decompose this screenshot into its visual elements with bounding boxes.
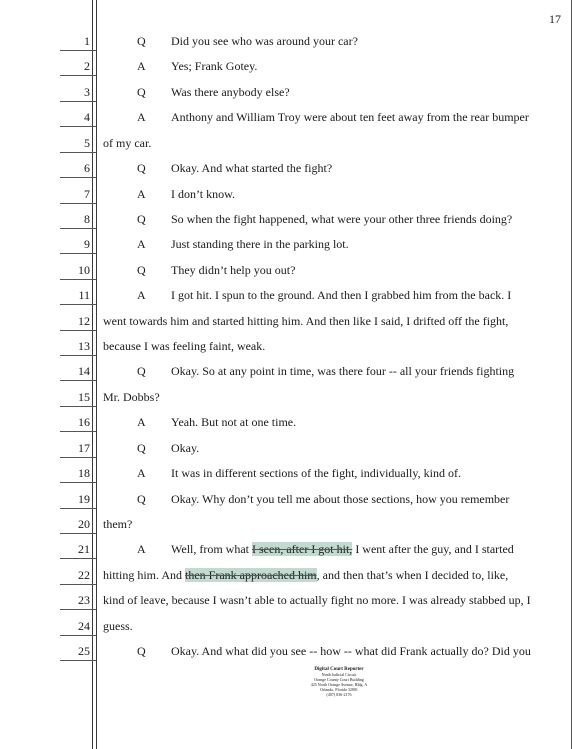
line-text: I got hit. I spun to the ground. And then I grabbed him from the back. I: [171, 288, 512, 303]
line-number: 19: [78, 491, 90, 506]
line-rule: [60, 660, 96, 661]
line-text: Okay. And what did you see -- how -- what did Frank actually do? Did you: [171, 644, 531, 659]
line-rule: [60, 508, 96, 509]
line-number: 18: [78, 466, 90, 481]
line-text: them?: [103, 516, 133, 531]
line-text: Yes; Frank Gotey.: [171, 59, 258, 74]
footer-line: Ninth Judicial Circuit: [321, 672, 357, 677]
text-segment: Well, from what: [171, 542, 253, 557]
line-rule: [60, 406, 96, 407]
line-number: 15: [78, 389, 90, 404]
speaker-label: A: [137, 415, 146, 430]
line-rule: [60, 304, 96, 305]
line-number: 1: [84, 34, 90, 48]
line-text: It was in different sections of the fight, individually, kind of.: [171, 466, 461, 481]
line-text: Okay. Why don’t you tell me about those sections, how you remember: [171, 491, 510, 506]
speaker-label: A: [137, 466, 146, 481]
line-text: went towards him and started hitting him. And then like I said, I drifted off the fight,: [103, 313, 509, 328]
reporter-footer: [264, 667, 414, 697]
line-rule: [60, 457, 96, 458]
line-rule: [60, 75, 96, 76]
line-number: 10: [78, 262, 90, 277]
line-number: 8: [84, 211, 90, 226]
line-text: [171, 542, 514, 557]
speaker-label: A: [137, 288, 146, 303]
speaker-label: Q: [137, 84, 146, 99]
line-number: 17: [78, 440, 90, 455]
footer-title: Digital Court Reporter: [314, 667, 364, 672]
line-rule: [60, 253, 96, 254]
speaker-label: Q: [137, 262, 146, 277]
line-number: 3: [84, 84, 90, 99]
line-rule: [60, 203, 96, 204]
speaker-label: Q: [137, 34, 146, 48]
line-text: Yeah. But not at one time.: [171, 415, 297, 430]
line-text: because I was feeling faint, weak.: [103, 339, 266, 354]
line-text: They didn’t help you out?: [171, 262, 296, 277]
line-rule: [60, 355, 96, 356]
line-rule: [60, 279, 96, 280]
speaker-label: Q: [137, 161, 146, 176]
line-text: I don’t know.: [171, 186, 235, 201]
line-number: 20: [78, 516, 90, 531]
text-segment: , and then that’s when I decided to, like,: [316, 567, 509, 582]
line-rule: [60, 177, 96, 178]
line-rule: [60, 635, 96, 636]
line-number: 7: [84, 186, 90, 201]
speaker-label: Q: [137, 440, 146, 455]
line-rule: [60, 101, 96, 102]
line-number: 14: [78, 364, 90, 379]
line-number: 25: [78, 644, 90, 659]
line-number: 13: [78, 339, 90, 354]
text-segment: hitting him. And: [103, 567, 186, 582]
line-number: 24: [78, 618, 90, 633]
line-text: Okay.: [171, 440, 200, 455]
line-rule: [60, 152, 96, 153]
speaker-label: A: [137, 542, 146, 557]
page-number: 17: [549, 12, 561, 26]
line-number: 4: [84, 110, 90, 125]
footer-line: (407) 836-2176: [326, 692, 352, 697]
line-text: Okay. And what started the fight?: [171, 161, 333, 176]
line-rule: [60, 431, 96, 432]
right-margin-rule: [571, 0, 572, 749]
line-text: Did you see who was around your car?: [171, 34, 358, 48]
line-rule: [60, 126, 96, 127]
speaker-label: A: [137, 237, 146, 252]
line-rule: [60, 228, 96, 229]
speaker-label: Q: [137, 644, 146, 659]
line-rule: [60, 584, 96, 585]
line-text: Anthony and William Troy were about ten feet away from the rear bumper: [171, 110, 529, 125]
line-rule: [60, 330, 96, 331]
line-text: guess.: [103, 618, 133, 633]
line-text: Mr. Dobbs?: [103, 389, 160, 404]
left-margin-rule-inner: [96, 0, 97, 749]
line-number: 9: [84, 237, 90, 252]
speaker-label: Q: [137, 364, 146, 379]
speaker-label: Q: [137, 491, 146, 506]
line-rule: [60, 380, 96, 381]
line-number: 11: [78, 288, 90, 303]
line-rule: [60, 558, 96, 559]
footer-line: Orange County Court Building: [314, 677, 364, 682]
line-text: Just standing there in the parking lot.: [171, 237, 349, 252]
speaker-label: Q: [137, 211, 146, 226]
line-text: [103, 568, 508, 583]
line-number: 22: [78, 567, 90, 582]
line-number: 21: [78, 542, 90, 557]
line-text: Okay. So at any point in time, was there four -- all your friends fighting: [171, 364, 515, 379]
line-text: So when the fight happened, what were your other three friends doing?: [171, 211, 513, 226]
line-number: 16: [78, 415, 90, 430]
line-number: 2: [84, 59, 90, 74]
line-rule: [60, 50, 96, 51]
line-rule: [60, 533, 96, 534]
footer-line: Orlando, Florida 32801: [320, 687, 358, 692]
highlighted-strikethrough-text: I seen, after I got hit,: [252, 542, 353, 557]
line-rule: [60, 609, 96, 610]
line-text: kind of leave, because I wasn’t able to actually fight no more. I was already stabbed up, I: [103, 593, 531, 608]
line-number: 23: [78, 593, 90, 608]
speaker-label: A: [137, 186, 146, 201]
highlighted-strikethrough-text: then Frank approached him: [185, 567, 317, 582]
footer-line: 425 North Orange Avenue, Bldg. A: [310, 682, 368, 687]
speaker-label: A: [137, 59, 146, 74]
line-text: Was there anybody else?: [171, 84, 290, 99]
line-number: 6: [84, 161, 90, 176]
line-number: 12: [78, 313, 90, 328]
line-text: of my car.: [103, 135, 152, 150]
text-segment: I went after the guy, and I started: [352, 542, 514, 557]
left-margin-rule: [92, 0, 93, 749]
line-rule: [60, 482, 96, 483]
line-number: 5: [84, 135, 90, 150]
speaker-label: A: [137, 110, 146, 125]
